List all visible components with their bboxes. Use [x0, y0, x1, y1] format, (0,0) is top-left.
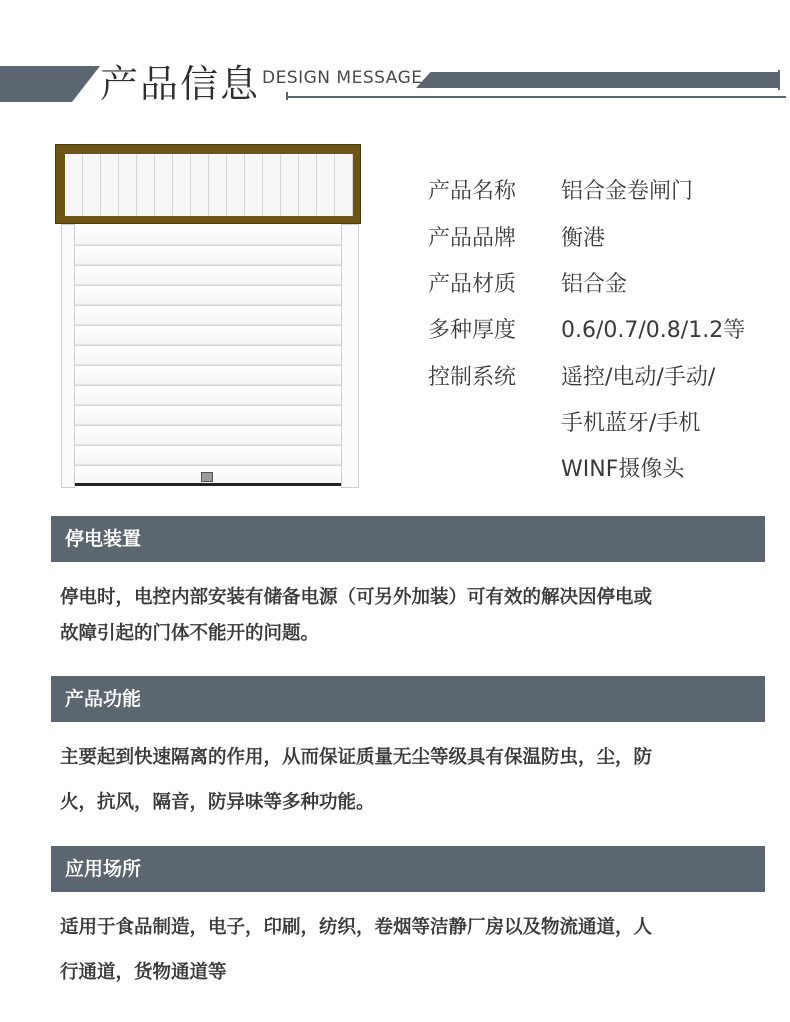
spec-value: 手机蓝牙/手机 — [561, 411, 701, 436]
header-accent-bar-left — [0, 66, 100, 102]
spec-label: 多种厚度 — [428, 318, 517, 343]
left-guide-rail — [61, 224, 75, 488]
spec-value: 铝合金 — [561, 272, 628, 297]
spec-label: 产品材质 — [428, 272, 517, 297]
spec-label: 产品名称 — [428, 179, 517, 204]
section-text-line: 主要起到快速隔离的作用，从而保证质量无尘等级具有保温防虫，尘，防 — [60, 747, 653, 768]
shutter-curtain — [75, 226, 341, 484]
spec-value: 铝合金卷闸门 — [561, 179, 694, 204]
spec-value: 遥控/电动/手动/ — [561, 365, 716, 390]
header-bar-end-cap — [778, 70, 780, 90]
spec-label: 控制系统 — [428, 365, 517, 390]
lock-icon — [201, 472, 213, 482]
page-title: 产品信息 — [100, 62, 261, 106]
spec-label: 产品品牌 — [428, 226, 517, 251]
section-text-line: 故障引起的门体不能开的问题。 — [60, 623, 320, 644]
section-header-product-function — [51, 676, 765, 722]
spec-value: 0.6/0.7/0.8/1.2等 — [561, 318, 746, 343]
section-header-power-failure — [51, 516, 765, 562]
bottom-seal — [75, 483, 341, 486]
spec-value: 衡港 — [561, 226, 606, 251]
header-divider-line — [286, 96, 786, 98]
section-title: 产品功能 — [65, 688, 142, 710]
section-text-line: 适用于食品制造，电子，印刷，纺织，卷烟等洁静厂房以及物流通道，人 — [60, 917, 653, 938]
right-guide-rail — [341, 224, 359, 488]
section-title: 停电装置 — [65, 528, 142, 550]
section-text-line: 火，抗风，隔音，防异味等多种功能。 — [60, 792, 375, 813]
section-title: 应用场所 — [65, 858, 142, 880]
product-image — [55, 144, 365, 492]
header-accent-bar-right — [416, 72, 780, 88]
shutter-box-panel — [65, 154, 353, 216]
section-text-line: 行通道，货物通道等 — [60, 962, 227, 983]
section-text-line: 停电时，电控内部安装有储备电源（可另外加装）可有效的解决因停电或 — [60, 587, 653, 608]
shutter-box — [55, 144, 361, 224]
header-divider-cap — [286, 92, 288, 100]
page-subtitle: DESIGN MESSAGE — [262, 68, 423, 88]
spec-value: WINF摄像头 — [561, 457, 685, 482]
section-header-applications — [51, 846, 765, 892]
